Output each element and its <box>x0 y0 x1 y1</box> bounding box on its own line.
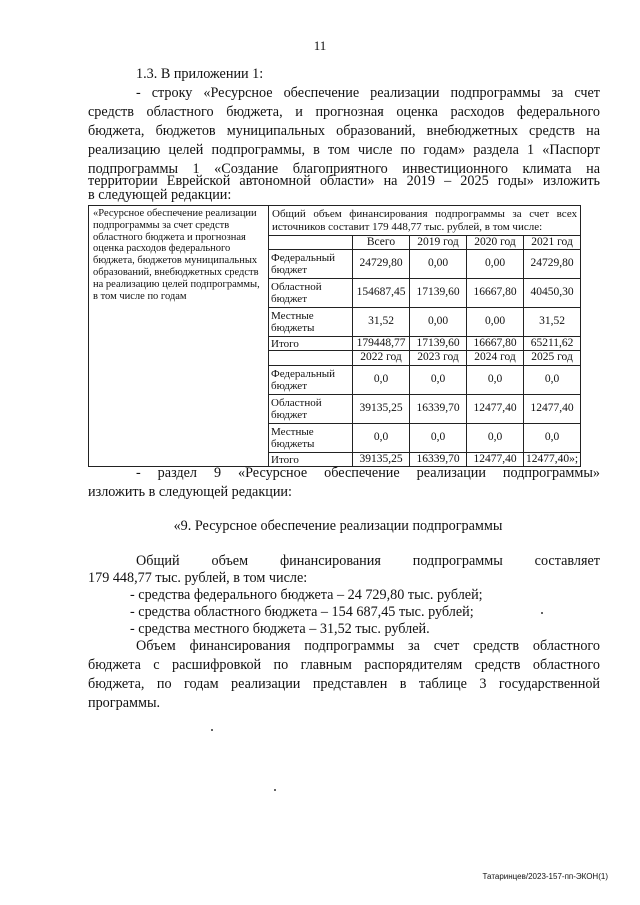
footer-document-code: Татаринцев/2023-157-пп-ЭКОН(1) <box>482 872 608 881</box>
scan-speck <box>274 789 276 791</box>
table-cell: 179448,77 <box>353 337 410 351</box>
table-cell: 0,0 <box>353 424 410 453</box>
resource-table <box>88 205 581 467</box>
table-cell: 0,0 <box>467 424 524 453</box>
paragraph3-line: Общий объем финансирования подпрограммы составляет <box>136 553 600 569</box>
table-cell: 24729,80 <box>524 250 581 279</box>
paragraph4-line: Объем финансирования подпрограммы за счет средств областного <box>136 638 600 654</box>
table-cell: 16667,80 <box>467 279 524 308</box>
bullet-item: - средства федерального бюджета – 24 729,80 тыс. рублей; <box>130 587 483 603</box>
table-cell: 0,00 <box>467 308 524 337</box>
table-cell: 17139,60 <box>410 337 467 351</box>
table-row-label: Итого <box>269 337 353 351</box>
table-row-label: Федеральный бюджет <box>269 250 353 279</box>
paragraph2-line: - раздел 9 «Ресурсное обеспечение реализации подпрограммы» <box>136 465 600 481</box>
table-cell: 0,0 <box>467 366 524 395</box>
table-header: 2022 год <box>353 351 410 366</box>
table-cell: 0,00 <box>410 250 467 279</box>
table-cell: 39135,25 <box>353 453 410 467</box>
table-cell: 12477,40»; <box>524 453 581 467</box>
paragraph1-line: территории Еврейской автономной области» на 2019 – 2025 годы» изложить <box>88 173 600 189</box>
table-left-cell: «Ресурсное обеспечение реализации подпрограммы за счет средств областного бюджета и прогнозная оценка расходов федерального бюджета, бюджетов муниципальных образований, внебюджетных средств на реализацию целей подпрограммы, в том числе по годам <box>89 206 269 467</box>
table-cell: 154687,45 <box>353 279 410 308</box>
table-cell: 12477,40 <box>467 453 524 467</box>
table-cell: 40450,30 <box>524 279 581 308</box>
table-cell: 0,0 <box>524 424 581 453</box>
table-header: 2019 год <box>410 236 467 250</box>
table-header: 2025 год <box>524 351 581 366</box>
paragraph1-line: бюджета, бюджетов муниципальных образований, внебюджетных средств на <box>88 123 600 139</box>
table-cell: 31,52 <box>524 308 581 337</box>
table-row-label: Федеральный бюджет <box>269 366 353 395</box>
bullet-item: - средства областного бюджета – 154 687,45 тыс. рублей; <box>130 604 474 620</box>
paragraph4-line: бюджета с расшифровкой по главным распорядителям средств областного <box>88 657 600 673</box>
table-header: 2021 год <box>524 236 581 250</box>
table-cell: 0,0 <box>410 424 467 453</box>
paragraph4-last-line: программы. <box>88 695 161 711</box>
table-cell: 0,0 <box>353 366 410 395</box>
table-row-label: Итого <box>269 453 353 467</box>
table-cell: 16339,70 <box>410 453 467 467</box>
table-cell: 0,0 <box>524 366 581 395</box>
table-cell: 39135,25 <box>353 395 410 424</box>
table-row-label: Областной бюджет <box>269 279 353 308</box>
table-cell: 0,00 <box>410 308 467 337</box>
table-cell: 12477,40 <box>467 395 524 424</box>
table-cell: 24729,80 <box>353 250 410 279</box>
table-intro: Общий объем финансирования подпрограммы за счет всех источников составит 179 448,77 тыс. рублей, в том числе: <box>269 206 581 236</box>
scan-speck <box>541 612 543 614</box>
paragraph1-line: реализацию целей подпрограммы, в том числе по годам» раздела 1 «Паспорт <box>88 142 600 158</box>
item-heading: 1.3. В приложении 1: <box>136 66 264 82</box>
table-row-label: Местные бюджеты <box>269 308 353 337</box>
table-cell: 31,52 <box>353 308 410 337</box>
table-cell: 0,00 <box>467 250 524 279</box>
paragraph4-line: бюджета, по годам реализации представлен в таблице 3 государственной <box>88 676 600 692</box>
table-row-label: Местные бюджеты <box>269 424 353 453</box>
paragraph1-line: - строку «Ресурсное обеспечение реализации подпрограммы за счет <box>136 85 600 101</box>
table-cell: 12477,40 <box>524 395 581 424</box>
table-header: 2023 год <box>410 351 467 366</box>
paragraph1-line: средств областного бюджета, и прогнозная оценка расходов федерального <box>88 104 600 120</box>
table-cell: 16667,80 <box>467 337 524 351</box>
table-cell: 0,0 <box>410 366 467 395</box>
table-header: 2024 год <box>467 351 524 366</box>
paragraph1-last-line: в следующей редакции: <box>88 187 232 203</box>
section-title: «9. Ресурсное обеспечение реализации подпрограммы <box>173 518 503 534</box>
table-row-label: Областной бюджет <box>269 395 353 424</box>
bullet-item: - средства местного бюджета – 31,52 тыс. рублей. <box>130 621 430 637</box>
table-header-empty <box>269 236 353 250</box>
paragraph2-line: изложить в следующей редакции: <box>88 484 292 500</box>
table-cell: 65211,62 <box>524 337 581 351</box>
table-cell: 17139,60 <box>410 279 467 308</box>
paragraph1-line: подпрограммы 1 «Создание благоприятного инвестиционного климата на <box>88 161 600 177</box>
scan-speck <box>211 729 213 731</box>
table-header: 2020 год <box>467 236 524 250</box>
table-cell: 16339,70 <box>410 395 467 424</box>
table-header-empty <box>269 351 353 366</box>
table-header: Всего <box>353 236 410 250</box>
page-number: 11 <box>313 38 327 53</box>
paragraph3-line: 179 448,77 тыс. рублей, в том числе: <box>88 570 308 586</box>
